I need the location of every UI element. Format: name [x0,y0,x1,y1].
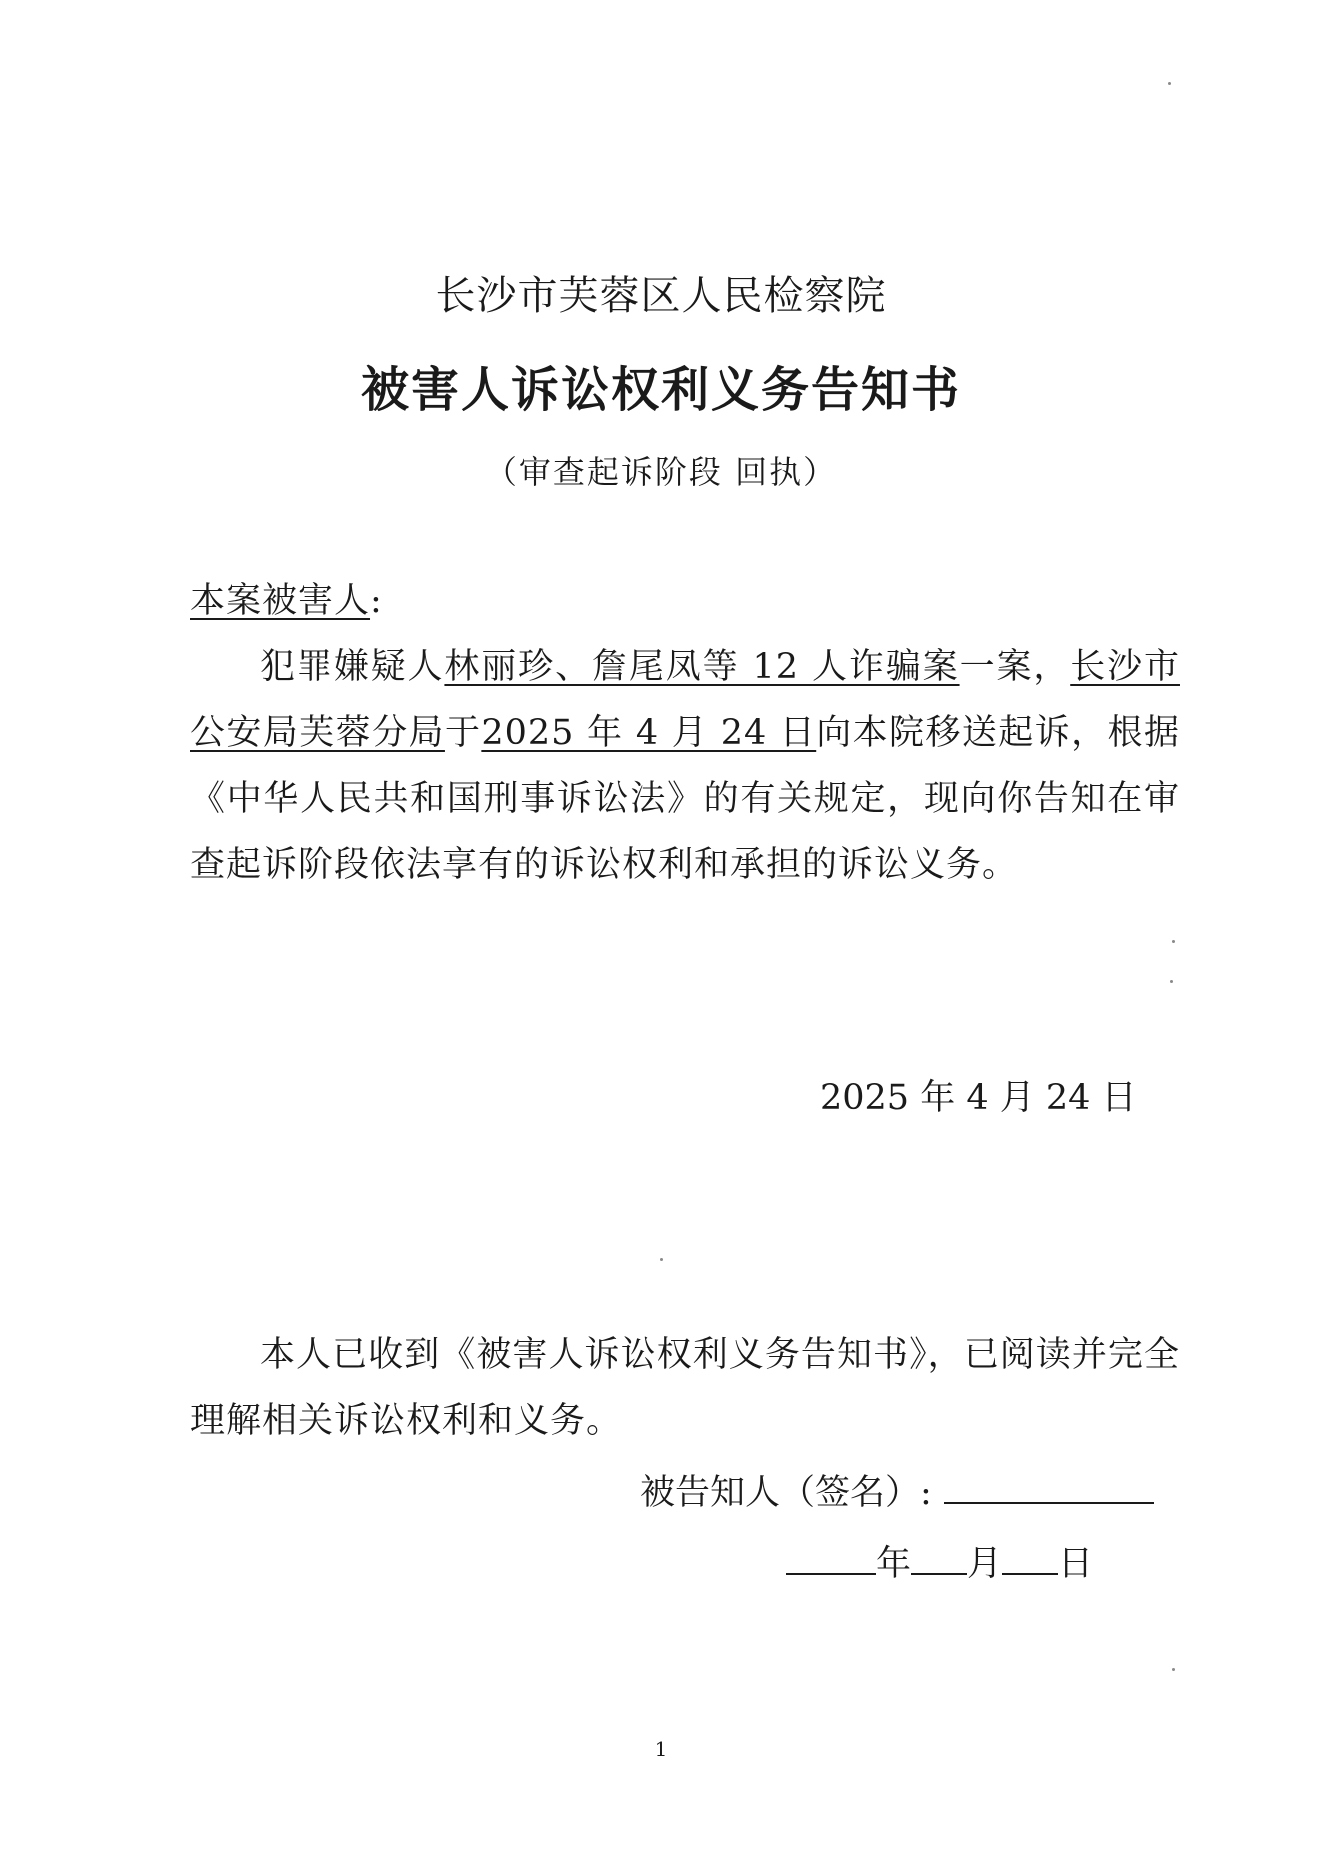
day-label: 日 [1058,1544,1094,1584]
transfer-date: 2025 年 4 月 24 日 [481,713,817,753]
page-number: 1 [654,1737,668,1761]
month-field[interactable] [911,1535,967,1575]
signature-row [640,1462,1180,1523]
notice-rest: 向本院移送起诉，根据《中华人民共和国刑事诉讼法》的有关规定，现向你告知在审查起诉阶段依法享有的诉讼权利和承担的诉讼义务。 [190,713,1180,885]
organization-name: 长沙市芙蓉区人民检察院 [435,273,887,319]
document-subtitle: （审查起诉阶段 回执） [484,453,838,491]
suspect-prefix: 犯罪嫌疑人 [260,647,445,687]
addressee-line [190,568,1180,634]
addressee-colon: : [370,581,383,621]
scan-speck [1168,82,1171,85]
document-title: 被害人诉讼权利义务告知书 [360,362,961,418]
case-suffix: 一案， [959,647,1071,687]
addressee: 本案被害人 [190,581,371,621]
scan-speck [1172,940,1175,943]
transfer-yu: 于 [444,713,482,753]
signature-field[interactable] [944,1462,1154,1504]
receipt-statement: 本人已收到《被害人诉讼权利义务告知书》，已阅读并完全理解相关诉讼权利和义务。 [190,1335,1180,1441]
signer-label: 被告知人（签名）: [640,1473,932,1513]
year-label: 年 [876,1544,912,1584]
signature-date-row [786,1534,1186,1594]
month-label: 月 [967,1544,1003,1584]
scan-speck [660,1258,663,1261]
day-field[interactable] [1002,1535,1058,1575]
scan-speck [1172,1668,1175,1671]
notice-date: 2025 年 4 月 24 日 [820,1078,1137,1118]
suspects-case: 林丽珍、詹尾凤等 12 人诈骗案 [444,647,960,687]
scan-speck [1170,980,1173,983]
notice-paragraph [190,634,1180,898]
transferring-agency: 长沙市公安局芙蓉分局 [190,647,1180,753]
year-field[interactable] [786,1535,876,1575]
